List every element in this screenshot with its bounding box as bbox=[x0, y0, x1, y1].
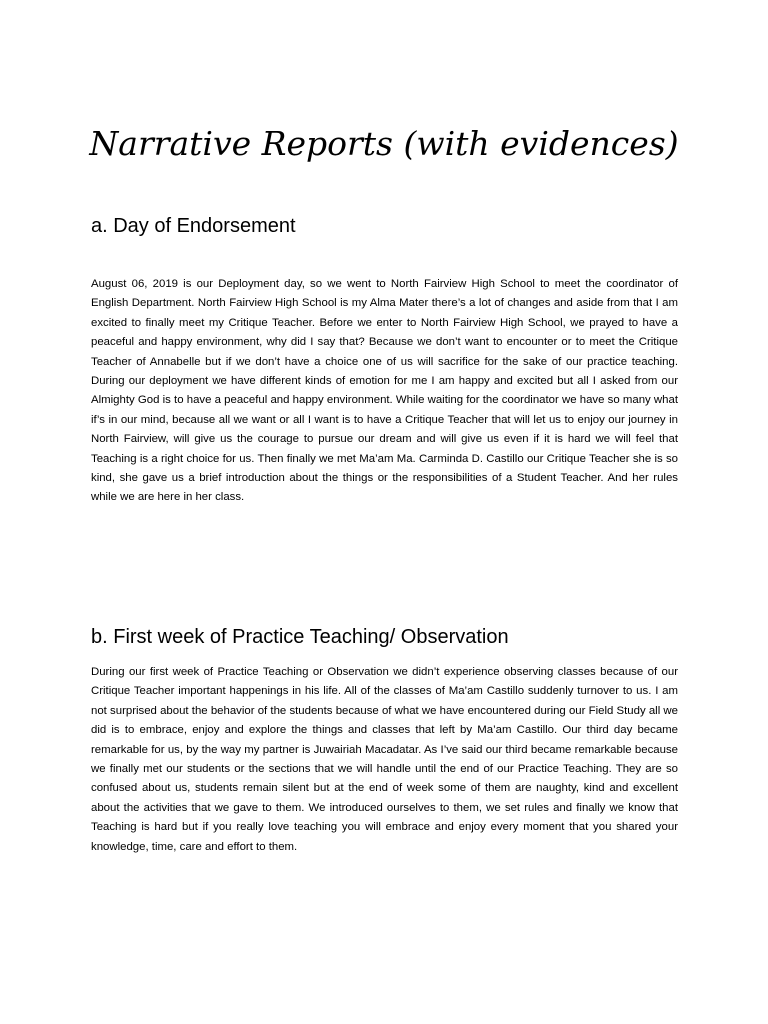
section-heading-day-of-endorsement: a. Day of Endorsement bbox=[91, 215, 296, 237]
section-body-day-of-endorsement: August 06, 2019 is our Deployment day, so we went to North Fairview High School to meet the coordinator of English Department. North Fairview High School is my Alma Mater there’s a lot of changes and aside from that I am excited to finally meet my Critique Teacher. Before we enter to North Fairview High School, we prayed to have a peaceful and happy environment, why did I say that? Because we don’t want to encounter or to meet the Critique Teacher of Annabelle but if we don’t have a choice one of us will sacrifice for the sake of our practice teaching. During our deployment we have different kinds of emotion for me I am happy and excited but all I asked from our Almighty God is to have a peaceful and happy environment. While waiting for the coordinator we have so many what if’s in our mind, because all we want or all I want is to have a Critique Teacher that will let us to enjoy our journey in North Fairview, will give us the courage to pursue our dream and will give us even if it is hard we will feel that Teaching is a right choice for us. Then finally we met Ma’am Ma. Carminda D. Castillo our Critique Teacher she is so kind, she gave us a brief introduction about the things or the responsibilities of a Student Teacher. And her rules while we are here in her class. bbox=[91, 278, 678, 504]
section-heading-first-week-practice-teaching: b. First week of Practice Teaching/ Observation bbox=[91, 626, 509, 648]
document-title: Narrative Reports (with evidences) bbox=[89, 124, 679, 163]
section-body-first-week-practice-teaching: During our first week of Practice Teaching or Observation we didn’t experience observing classes because of our Critique Teacher important happenings in his life. All of the classes of Ma’am Castillo suddenly turnover to us. I am not surprised about the behavior of the students because of what we have encountered during our Field Study all we did is to embrace, enjoy and explore the things and classes that left by Ma’am Castillo. Our third day became remarkable for us, by the way my partner is Juwairiah Macadatar. As I’ve said our third became remarkable because we finally met our students or the sections that we will handle until the end of our Practice Teaching. They are so confused about us, students remain silent but at the end of week some of them are naughty, kind and excellent about the activities that we gave to them. We introduced ourselves to them, we set rules and finally we know that Teaching is hard but if you really love teaching you will embrace and enjoy every moment that you shared your knowledge, time, care and effort to them. bbox=[91, 666, 678, 853]
